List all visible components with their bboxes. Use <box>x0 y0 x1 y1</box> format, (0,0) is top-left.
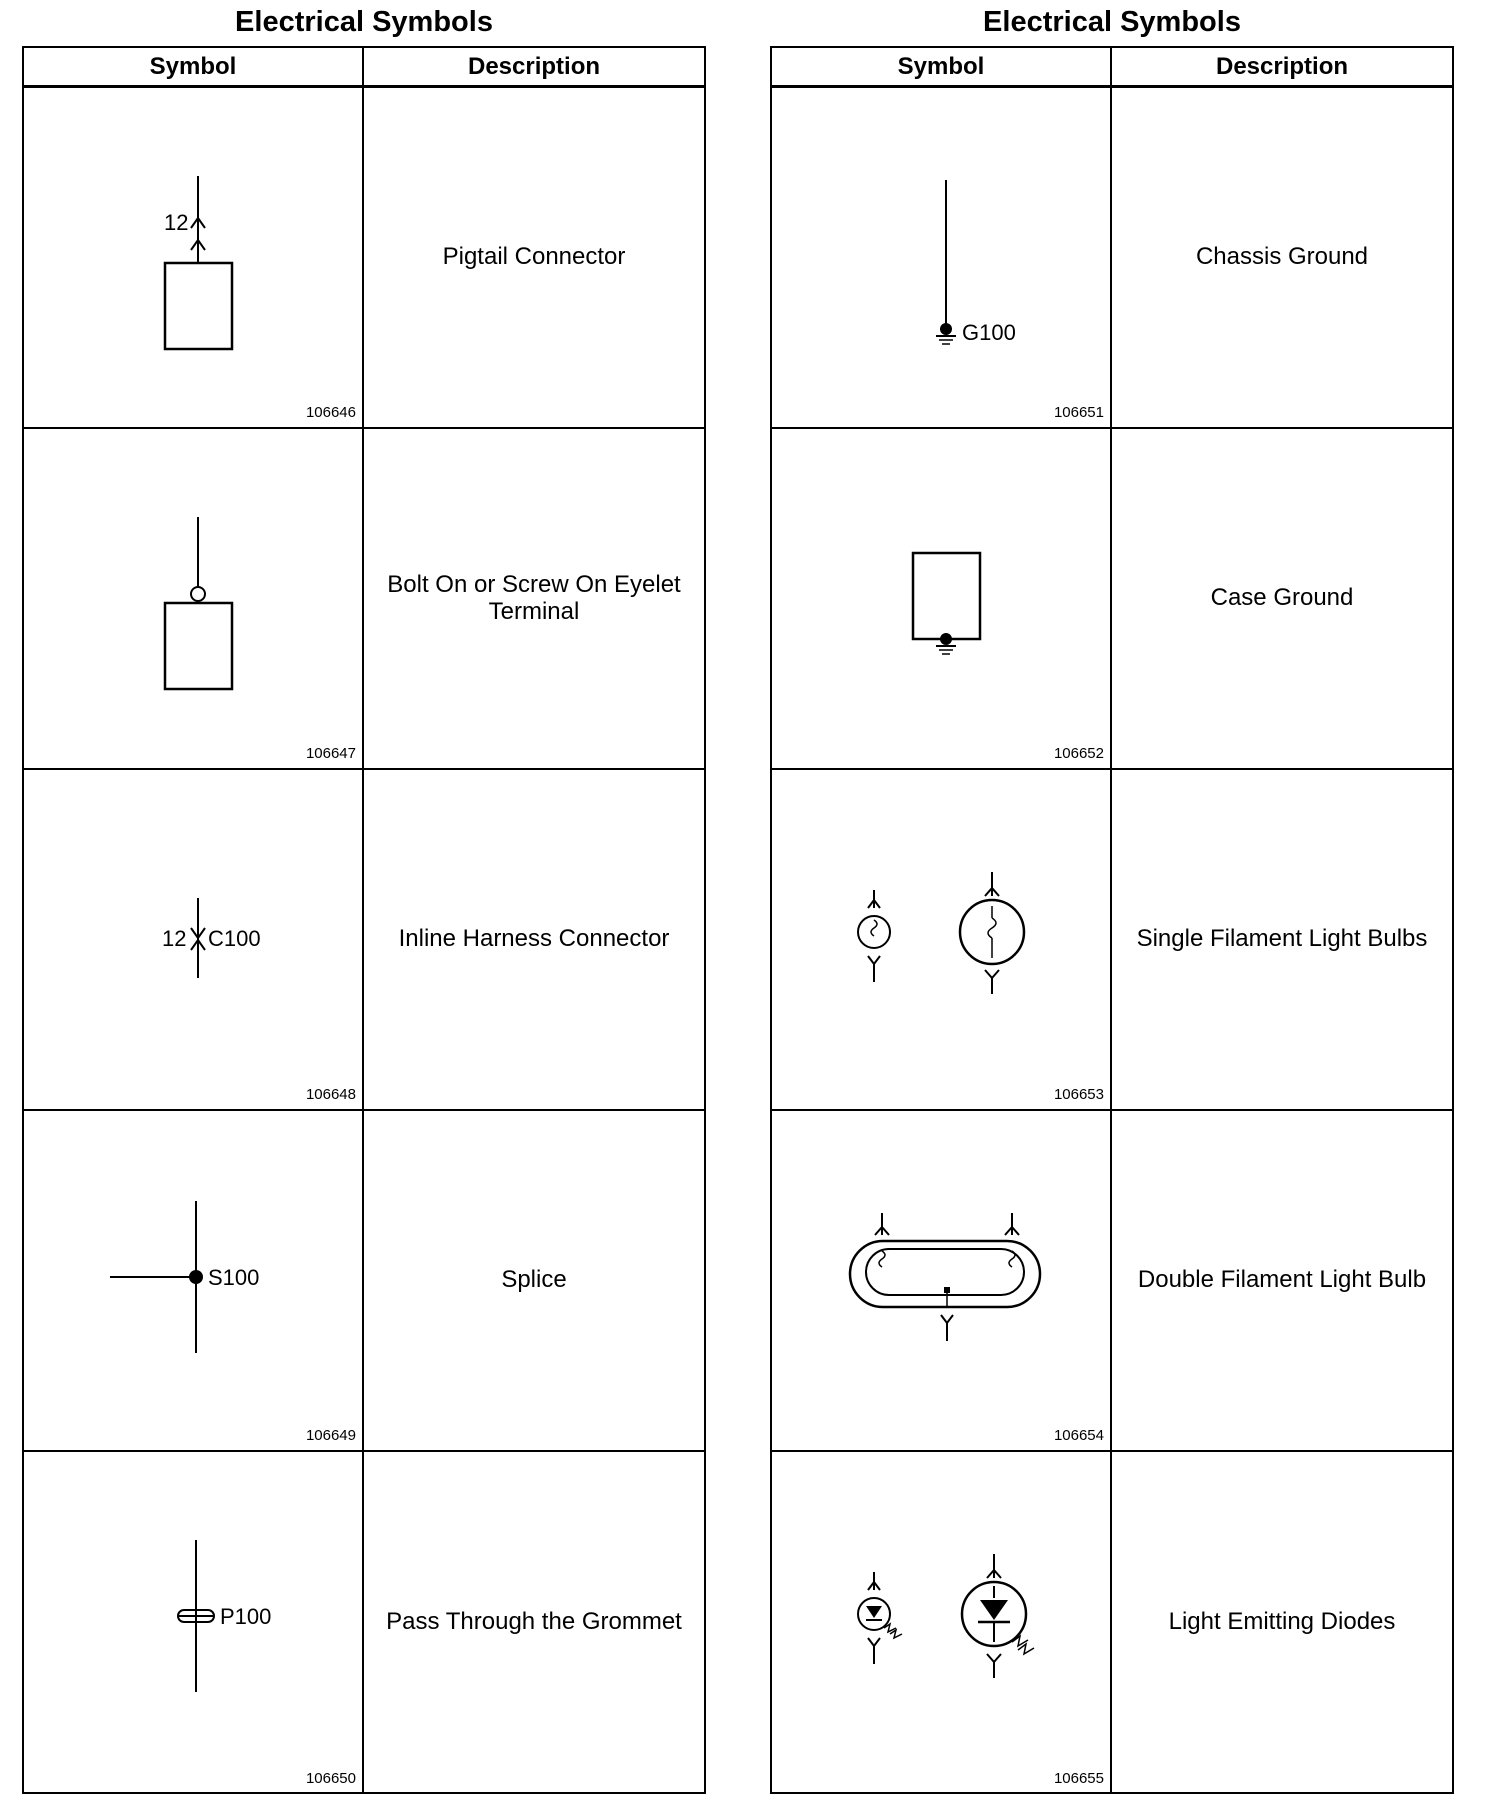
figure-code: 106655 <box>1053 1770 1104 1787</box>
figure-code: 106648 <box>305 1086 356 1103</box>
figure-code: 106647 <box>305 745 356 762</box>
wire-number: 12 <box>164 210 189 235</box>
splice-icon <box>24 1111 362 1450</box>
double-filament-bulb-icon <box>772 1111 1110 1450</box>
table-row <box>24 429 704 770</box>
panel-title: Electrical Symbols <box>983 6 1241 38</box>
symbol-cell <box>772 88 1112 427</box>
header-description: Description <box>467 52 601 80</box>
table-row <box>772 429 1452 770</box>
figure-code: 106649 <box>305 1427 356 1444</box>
chassis-ground-icon <box>772 88 1110 427</box>
symbol-cell <box>24 1452 364 1793</box>
description-cell: Inline Harness Connector <box>398 925 670 953</box>
symbol-cell <box>24 429 364 768</box>
figure-code: 106650 <box>305 1770 356 1787</box>
symbol-cell <box>772 1111 1112 1450</box>
symbol-cell <box>772 1452 1112 1793</box>
table-header <box>772 48 1452 88</box>
symbols-table <box>22 46 706 1794</box>
right-panel <box>770 0 1454 1787</box>
table-row <box>24 770 704 1111</box>
symbol-cell <box>772 429 1112 768</box>
eyelet-terminal-icon <box>24 429 362 768</box>
ground-label: G100 <box>962 320 1016 345</box>
symbol-cell <box>24 1111 364 1450</box>
figure-code: 106654 <box>1053 1427 1104 1444</box>
grommet-label: P100 <box>220 1604 272 1629</box>
table-row <box>772 1111 1452 1452</box>
figure-code: 106652 <box>1053 745 1104 762</box>
description-cell: Single Filament Light Bulbs <box>1136 925 1428 953</box>
splice-label: S100 <box>208 1265 260 1290</box>
wire-number: 12 <box>162 926 187 951</box>
figure-code: 106653 <box>1053 1086 1104 1103</box>
table-row <box>772 88 1452 429</box>
pigtail-connector-icon <box>24 88 362 427</box>
left-panel <box>22 0 706 1787</box>
description-cell: Bolt On or Screw On Eyelet Terminal <box>387 571 681 625</box>
symbol-cell <box>772 770 1112 1109</box>
single-filament-bulbs-icon <box>772 770 1110 1109</box>
symbol-cell <box>24 88 364 427</box>
inline-harness-connector-icon <box>24 770 362 1109</box>
description-cell: Splice <box>501 1266 567 1294</box>
description-cell: Pigtail Connector <box>442 243 626 271</box>
description-cell: Light Emitting Diodes <box>1168 1608 1396 1636</box>
table-row <box>772 770 1452 1111</box>
description-cell: Chassis Ground <box>1195 243 1369 271</box>
panel-title: Electrical Symbols <box>235 6 493 38</box>
light-emitting-diodes-icon <box>772 1452 1110 1791</box>
grommet-icon <box>24 1452 362 1791</box>
symbols-table <box>770 46 1454 1794</box>
description-cell: Pass Through the Grommet <box>386 1608 682 1636</box>
header-symbol: Symbol <box>24 48 364 85</box>
table-row <box>772 1452 1452 1793</box>
table-row <box>24 1452 704 1793</box>
header-symbol: Symbol <box>772 48 1112 85</box>
table-header <box>24 48 704 88</box>
case-ground-icon <box>772 429 1110 768</box>
table-row <box>24 88 704 429</box>
figure-code: 106651 <box>1053 404 1104 421</box>
symbol-cell <box>24 770 364 1109</box>
connector-label: C100 <box>208 926 261 951</box>
table-row <box>24 1111 704 1452</box>
figure-code: 106646 <box>305 404 356 421</box>
description-cell: Case Ground <box>1210 584 1354 612</box>
description-cell: Double Filament Light Bulb <box>1137 1266 1427 1294</box>
header-description: Description <box>1215 52 1349 80</box>
